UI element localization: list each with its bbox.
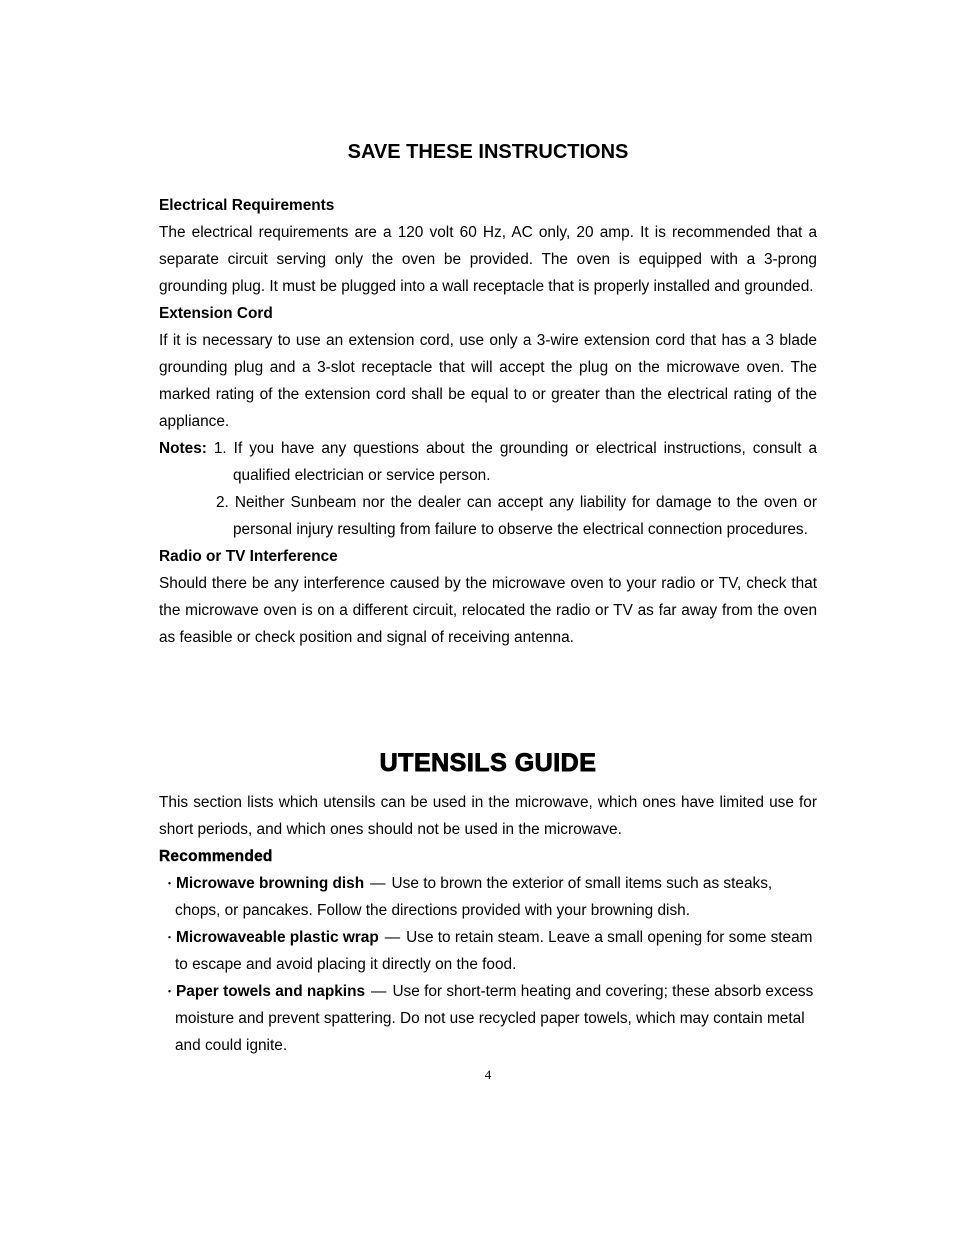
utensil-term: Microwave browning dish [176, 875, 365, 892]
save-instructions-body [159, 192, 817, 651]
extension-cord-text: If it is necessary to use an extension cord, use only a 3-wire extension cord that has a 3 blade grounding plug and a 3-slot receptacle that will accept the plug on the microwave oven. The marked rating of the extension cord shall be equal to or greater than the electrical rating of the appliance. [159, 332, 817, 430]
utensil-term: Microwaveable plastic wrap [176, 929, 379, 946]
bullet-icon: ・ [163, 930, 177, 945]
radio-tv-heading: Radio or TV Interference [159, 548, 338, 565]
list-item [159, 924, 817, 978]
utensils-guide-body [159, 789, 817, 1059]
utensil-text: Use to retain steam. Leave a small opening for some steam to escape and avoid placing it directly on the food. [175, 929, 813, 973]
dash-separator: — [370, 875, 386, 892]
extension-cord-heading: Extension Cord [159, 305, 273, 322]
radio-tv-text: Should there be any interference caused by the microwave oven to your radio or TV, check that the microwave oven is on a different circuit, relocated the radio or TV as far away from the oven as feasible or check position and signal of receiving antenna. [159, 575, 817, 646]
bullet-icon: ・ [163, 876, 177, 891]
note-2: 2. Neither Sunbeam nor the dealer can accept any liability for damage to the oven or personal injury resulting from failure to observe the electrical connection procedures. [216, 494, 817, 538]
note-1-text: 1. If you have any questions about the grounding or electrical instructions, consult a qualified electrician or service person. [213, 440, 817, 484]
utensils-guide-title: UTENSILS GUIDE [379, 749, 597, 777]
utensil-term: Paper towels and napkins [176, 983, 366, 1000]
note-1 [159, 435, 817, 489]
electrical-requirements-text: The electrical requirements are a 120 volt 60 Hz, AC only, 20 amp. It is recommended that a separate circuit serving only the oven be provided. The oven is equipped with a 3-prong grounding plug. It must be plugged into a wall receptacle that is properly installed and grounded. [159, 224, 817, 295]
dash-separator: — [371, 983, 387, 1000]
utensils-intro: This section lists which utensils can be used in the microwave, which ones have limited use for short periods, and which ones should not be used in the microwave. [159, 794, 817, 838]
dash-separator: — [384, 929, 401, 946]
notes [159, 435, 817, 543]
utensil-text: Use to brown the exterior of small items such as steaks, chops, or pancakes. Follow the directions provided with your browning dish. [175, 875, 773, 919]
notes-label: Notes: [159, 440, 207, 457]
electrical-requirements-heading: Electrical Requirements [159, 197, 335, 214]
page-number: 4 [484, 1067, 492, 1082]
utensil-text: Use for short-term heating and covering; these absorb excess moisture and prevent spattering. Do not use recycled paper towels, which may contain metal and could ignite. [175, 983, 814, 1054]
bullet-icon: ・ [163, 984, 177, 999]
list-item [159, 870, 817, 924]
list-item [159, 978, 817, 1059]
recommended-heading: Recommended [159, 848, 273, 865]
save-instructions-title: SAVE THESE INSTRUCTIONS [347, 141, 629, 163]
